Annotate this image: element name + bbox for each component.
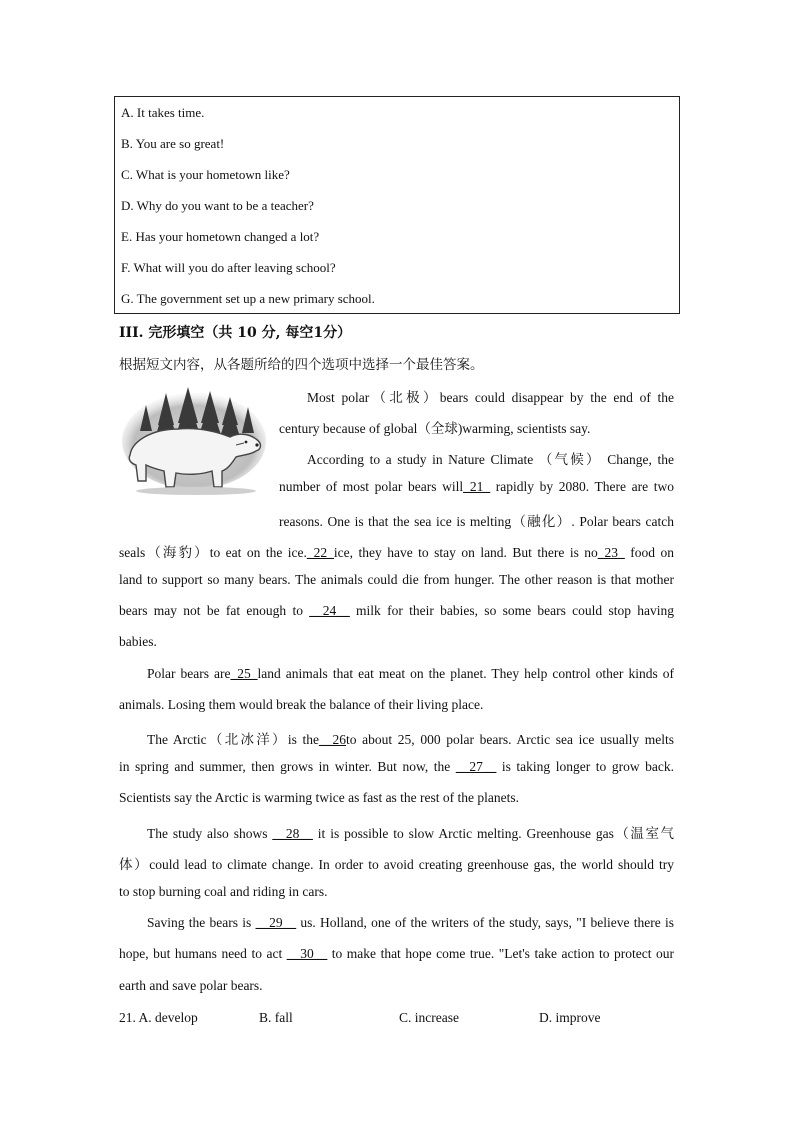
option-d: D. Why do you want to be a teacher? xyxy=(121,198,314,213)
blank-29: __29__ xyxy=(255,915,297,930)
passage-line-16: 体）could lead to climate change. In order to avoid creating greenhouse gas, the world should try xyxy=(119,857,674,872)
option-c: C. What is your hometown like? xyxy=(121,167,290,182)
text: to make that hope come true. "Let's take action to protect our xyxy=(331,946,675,961)
passage-line-9: babies. xyxy=(119,634,157,649)
text: rapidly by 2080. There are two xyxy=(495,479,675,494)
passage-line-19 xyxy=(119,946,674,962)
blank-27: __27__ xyxy=(455,759,497,774)
blank-22: _22_ xyxy=(306,545,334,560)
options-box xyxy=(114,96,680,314)
passage-line-15 xyxy=(147,822,674,842)
section-title: III. 完形填空（共 10 分, 每空1分） xyxy=(119,325,352,341)
question-21-option-b: B. fall xyxy=(259,1010,293,1025)
text: it is possible to slow Arctic melting. Greenhouse gas（温室气 xyxy=(317,826,674,841)
passage-line-1: Most polar（北极）bears could disappear by the end of the xyxy=(307,390,674,405)
text: land animals that eat meat on the planet. They help control other kinds of xyxy=(257,666,674,681)
text: food on xyxy=(624,545,674,560)
passage-line-10 xyxy=(147,666,674,682)
blank-30: __30__ xyxy=(286,946,328,961)
passage-line-14: Scientists say the Arctic is warming twice as fast as the rest of the planets. xyxy=(119,790,520,805)
polar-bear-illustration xyxy=(116,383,266,501)
passage-line-11: animals. Losing them would break the balance of their living place. xyxy=(119,697,484,712)
option-e: E. Has your hometown changed a lot? xyxy=(121,229,320,244)
option-f: F. What will you do after leaving school? xyxy=(121,260,336,275)
text: in spring and summer, then grows in winter. But now, the xyxy=(119,759,451,774)
text: Polar bears are xyxy=(147,666,231,681)
passage-line-4 xyxy=(279,479,674,495)
blank-24: __24__ xyxy=(309,603,350,618)
option-a: A. It takes time. xyxy=(121,105,205,120)
blank-23: _23_ xyxy=(597,545,625,560)
passage-line-20: earth and save polar bears. xyxy=(119,978,263,993)
text: Saving the bears is xyxy=(147,915,252,930)
text: milk for their babies, so some bears could stop having xyxy=(356,603,674,618)
passage-line-5: reasons. One is that the sea ice is melting（融化）. Polar bears catch xyxy=(279,514,674,529)
blank-28: __28__ xyxy=(272,826,313,841)
option-b: B. You are so great! xyxy=(121,136,225,151)
text: is taking longer to grow back. xyxy=(501,759,675,774)
text: bears may not be fat enough to xyxy=(119,603,303,618)
passage-line-8 xyxy=(119,603,674,619)
text: to about 25, 000 polar bears. Arctic sea ice usually melts xyxy=(345,732,674,747)
option-g: G. The government set up a new primary school. xyxy=(121,291,375,306)
passage-line-13 xyxy=(119,759,674,775)
text: ice, they have to stay on land. But there is no xyxy=(333,545,598,560)
text: The Arctic（北冰洋）is the xyxy=(147,732,319,747)
passage-line-6 xyxy=(119,541,674,561)
blank-26: __26 xyxy=(318,732,346,747)
passage-line-18 xyxy=(147,915,674,931)
passage-line-3: According to a study in Nature Climate （气候） Change, the xyxy=(307,452,674,467)
question-21-option-d: D. improve xyxy=(539,1010,601,1025)
text: us. Holland, one of the writers of the study, says, "I believe there is xyxy=(300,915,674,930)
text: hope, but humans need to act xyxy=(119,946,283,961)
question-21-option-a: 21. A. develop xyxy=(119,1010,198,1025)
question-21-option-c: C. increase xyxy=(399,1010,459,1025)
blank-25: _25_ xyxy=(230,666,258,681)
section-instruction: 根据短文内容，从各题所给的四个选项中选择一个最佳答案。 xyxy=(119,357,484,373)
text: The study also shows xyxy=(147,826,268,841)
passage-line-12 xyxy=(147,728,674,748)
passage-line-2: century because of global（全球)warming, scientists say. xyxy=(279,421,591,436)
passage-line-17: to stop burning coal and riding in cars. xyxy=(119,884,328,899)
blank-21: _21_ xyxy=(463,479,491,494)
text: number of most polar bears will xyxy=(279,479,464,494)
passage-line-7: land to support so many bears. The animals could die from hunger. The other reason is that mother xyxy=(119,572,674,587)
text: seals（海豹）to eat on the ice. xyxy=(119,545,307,560)
